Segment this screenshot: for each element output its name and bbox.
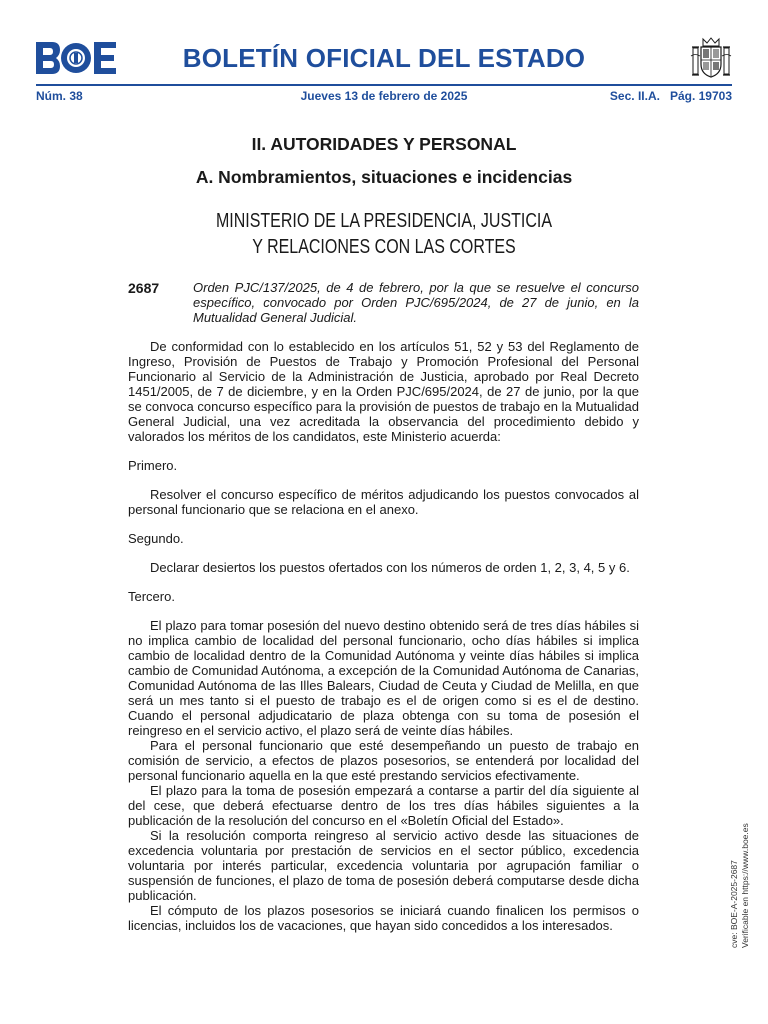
document-body xyxy=(128,339,639,933)
article-text-tercero-4: Si la resolución comporta reingreso al servicio activo desde las situaciones de excedencia voluntaria por prestación de servicios en el sector público, excedencia voluntaria por interés particular, excedencia voluntaria por agrupación familiar o suspensión de funciones, el plazo de toma de posesión deberá computarse desde dicha publicación. xyxy=(128,828,639,903)
article-heading-primero: Primero. xyxy=(128,458,178,473)
ministry-line-1: MINISTERIO DE LA PRESIDENCIA, JUSTICIA xyxy=(215,210,553,232)
cve-code: cve: BOE-A-2025-2687 xyxy=(729,860,739,948)
ministry-line-2: Y RELACIONES CON LAS CORTES xyxy=(252,236,516,258)
article-heading-tercero: Tercero. xyxy=(128,589,175,604)
header-rule xyxy=(36,84,732,86)
coat-of-arms-icon xyxy=(690,36,732,80)
article-text-tercero-2: Para el personal funcionario que esté desempeñando un puesto de trabajo en comisión de servicio, a efectos de plazos posesorios, se entenderá por localidad del personal funcionario aquella en la que esté prestando servicios efectivamente. xyxy=(128,738,639,783)
ministry-heading xyxy=(77,208,691,260)
issue-date: Jueves 13 de febrero de 2025 xyxy=(300,89,468,103)
section-page: Sec. II.A. Pág. 19703 xyxy=(609,89,732,103)
article-text-primero: Resolver el concurso específico de méritos adjudicando los puestos convocados al personal funcionario que se relaciona en el anexo. xyxy=(128,487,639,517)
verification-link[interactable]: Verificable en https://www.boe.es xyxy=(740,823,750,948)
article-text-tercero-3: El plazo para la toma de posesión empezará a contarse a partir del día siguiente al del cese, que deberá efectuarse dentro de los tres días hábiles siguientes a la publicación de la resolución del concurso en el «Boletín Oficial del Estado». xyxy=(128,783,639,828)
article-heading-segundo: Segundo. xyxy=(128,531,184,546)
issue-number: Núm. 38 xyxy=(36,89,83,103)
article-text-tercero-1: El plazo para tomar posesión del nuevo destino obtenido será de tres días hábiles si no implica cambio de localidad del personal funcionario, ocho días hábiles si implica cambio de localidad dentro de la Comunidad Autónoma y veinte días hábiles si implica cambio de Comunidad Autónoma, a excepción de la Comunidad Autónoma de Canarias, Comunidad Autónoma de las Illes Balears, Ciudad de Ceuta y Ciudad de Melilla, en que será un mes tanto si el puesto de trabajo es el de origen como si es el de destino. Cuando el personal adjudicatario de plaza obtenga con su toma de posesión el reingreso en el servicio activo, el plazo será de veinte días hábiles. xyxy=(128,618,639,738)
article-text-segundo: Declarar desiertos los puestos ofertados con los números de orden 1, 2, 3, 4, 5 y 6. xyxy=(150,560,630,575)
verification-note xyxy=(729,823,751,948)
subsection-heading: A. Nombramientos, situaciones e incidencias xyxy=(195,167,573,187)
document-number: 2687 xyxy=(128,280,160,296)
section-heading: II. AUTORIDADES Y PERSONAL xyxy=(251,134,517,154)
intro-paragraph: De conformidad con lo establecido en los artículos 51, 52 y 53 del Reglamento de Ingreso, Provisión de Puestos de Trabajo y Promoción Profesional del Personal Funcionario al Servicio de la Administración de Justicia, aprobado por Real Decreto 1451/2005, de 7 de diciembre, y en la Orden PJC/695/2024, de 27 de junio, por la que se convoca concurso específico para la provisión de puestos de trabajo en la Mutualidad General Judicial, una vez acreditada la observancia del procedimiento debido y valorados los méritos de los candidatos, este Ministerio acuerda: xyxy=(128,339,639,444)
document-summary: Orden PJC/137/2025, de 4 de febrero, por la que se resuelve el concurso específico, convocado por Orden PJC/695/2024, de 27 de junio, en la Mutualidad General Judicial. xyxy=(193,280,639,325)
boe-logo xyxy=(36,42,116,74)
gazette-title: BOLETÍN OFICIAL DEL ESTADO xyxy=(182,43,586,73)
article-text-tercero-5: El cómputo de los plazos posesorios se iniciará cuando finalicen los permisos o licencias, incluidos los de vacaciones, que hayan sido concedidos a los interesados. xyxy=(128,903,639,933)
